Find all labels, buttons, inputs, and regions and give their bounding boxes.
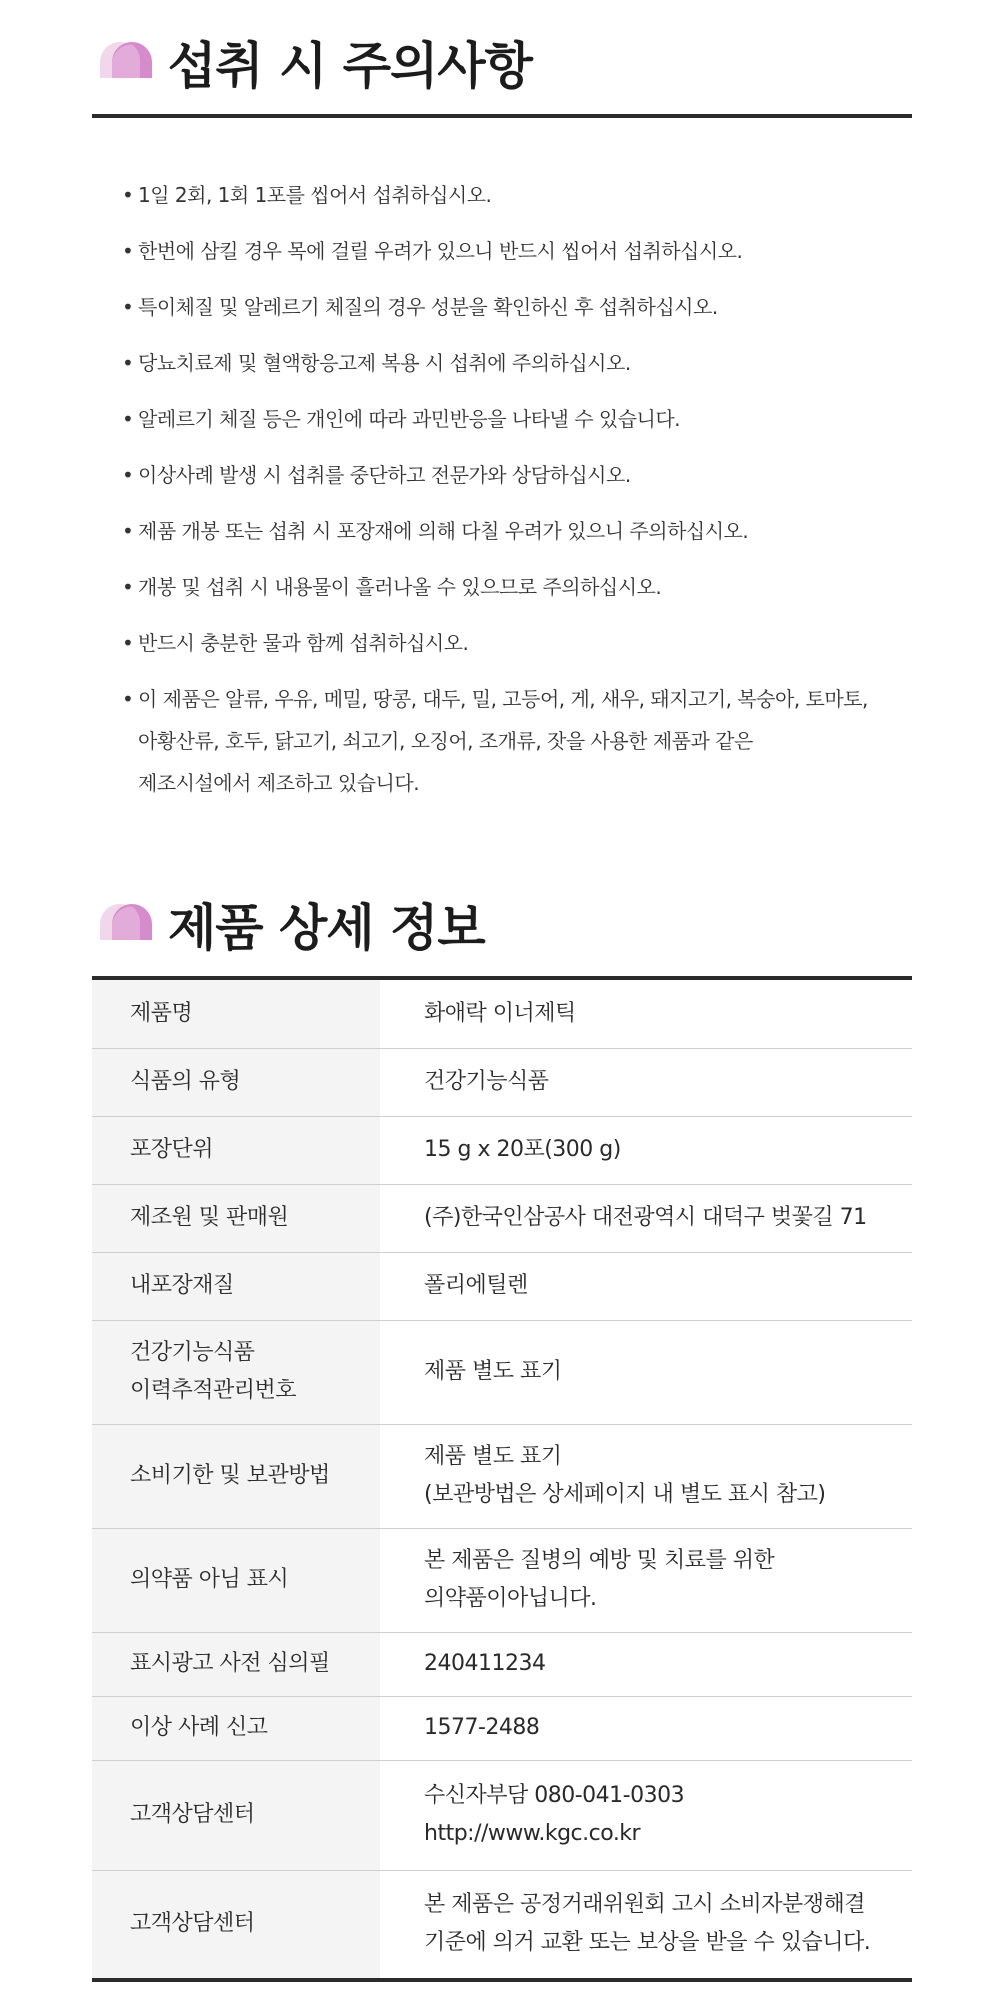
detail-title: 제품 상세 정보 bbox=[168, 899, 485, 957]
bullet-icon: • bbox=[122, 183, 134, 207]
caution-text: 이상사례 발생 시 섭취를 중단하고 전문가와 상담하십시오. bbox=[138, 463, 631, 487]
detail-row bbox=[92, 980, 912, 1048]
bullet-icon: • bbox=[122, 575, 134, 599]
detail-value: 건강기능식품 bbox=[380, 1048, 912, 1116]
detail-key: 고객상담센터 bbox=[92, 1870, 380, 1980]
caution-item bbox=[122, 342, 912, 384]
detail-key: 고객상담센터 bbox=[92, 1760, 380, 1870]
detail-key: 식품의 유형 bbox=[92, 1048, 380, 1116]
caution-text: 1일 2회, 1회 1포를 씹어서 섭취하십시오. bbox=[138, 183, 492, 207]
section-marker-icon bbox=[98, 902, 154, 940]
caution-item bbox=[122, 286, 912, 328]
caution-item bbox=[122, 398, 912, 440]
product-detail-table bbox=[92, 980, 912, 1982]
detail-key: 소비기한 및 보관방법 bbox=[92, 1424, 380, 1528]
caution-item bbox=[122, 678, 912, 804]
caution-text: 이 제품은 알류, 우유, 메밀, 땅콩, 대두, 밀, 고등어, 게, 새우, 돼지고기, 복숭아, 토마토, 아황산류, 호두, 닭고기, 쇠고기, 오징어, 조개류, 잣을 사용한 제품과 같은 제조시설에서 제조하고 있습니다. bbox=[138, 687, 868, 795]
detail-value: 15 g x 20포(300 g) bbox=[380, 1116, 912, 1184]
detail-key: 의약품 아님 표시 bbox=[92, 1528, 380, 1632]
bullet-icon: • bbox=[122, 463, 134, 487]
caution-list bbox=[122, 174, 912, 818]
detail-section-header bbox=[92, 862, 912, 980]
detail-key: 표시광고 사전 심의필 bbox=[92, 1632, 380, 1696]
detail-value: 제품 별도 표기 (보관방법은 상세페이지 내 별도 표시 참고) bbox=[380, 1424, 912, 1528]
detail-row bbox=[92, 1696, 912, 1760]
detail-row bbox=[92, 1632, 912, 1696]
caution-title: 섭취 시 주의사항 bbox=[168, 37, 532, 95]
bullet-icon: • bbox=[122, 407, 134, 431]
detail-row bbox=[92, 1048, 912, 1116]
caution-item bbox=[122, 174, 912, 216]
detail-key: 포장단위 bbox=[92, 1116, 380, 1184]
detail-value: (주)한국인삼공사 대전광역시 대덕구 벚꽃길 71 bbox=[380, 1184, 912, 1252]
detail-value: 화애락 이너제틱 bbox=[380, 980, 912, 1048]
bullet-icon: • bbox=[122, 687, 134, 711]
section-divider bbox=[92, 114, 912, 118]
bullet-icon: • bbox=[122, 351, 134, 375]
detail-value: 1577-2488 bbox=[380, 1696, 912, 1760]
detail-value: 240411234 bbox=[380, 1632, 912, 1696]
caution-item bbox=[122, 566, 912, 608]
bullet-icon: • bbox=[122, 631, 134, 655]
caution-text: 개봉 및 섭취 시 내용물이 흘러나올 수 있으므로 주의하십시오. bbox=[138, 575, 662, 599]
caution-text: 알레르기 체질 등은 개인에 따라 과민반응을 나타낼 수 있습니다. bbox=[138, 407, 681, 431]
caution-item bbox=[122, 230, 912, 272]
caution-section-header bbox=[92, 0, 912, 118]
caution-text: 반드시 충분한 물과 함께 섭취하십시오. bbox=[138, 631, 469, 655]
detail-row bbox=[92, 1424, 912, 1528]
detail-key: 제조원 및 판매원 bbox=[92, 1184, 380, 1252]
caution-text: 특이체질 및 알레르기 체질의 경우 성분을 확인하신 후 섭취하십시오. bbox=[138, 295, 718, 319]
bullet-icon: • bbox=[122, 239, 134, 263]
detail-key: 제품명 bbox=[92, 980, 380, 1048]
caution-item bbox=[122, 454, 912, 496]
detail-row bbox=[92, 1760, 912, 1870]
caution-item bbox=[122, 622, 912, 664]
caution-text: 한번에 삼킬 경우 목에 걸릴 우려가 있으니 반드시 씹어서 섭취하십시오. bbox=[138, 239, 743, 263]
detail-value: 제품 별도 표기 bbox=[380, 1320, 912, 1424]
caution-text: 제품 개봉 또는 섭취 시 포장재에 의해 다칠 우려가 있으니 주의하십시오. bbox=[138, 519, 749, 543]
detail-row bbox=[92, 1252, 912, 1320]
detail-row bbox=[92, 1184, 912, 1252]
detail-key: 건강기능식품 이력추적관리번호 bbox=[92, 1320, 380, 1424]
caution-item bbox=[122, 510, 912, 552]
bullet-icon: • bbox=[122, 295, 134, 319]
detail-row bbox=[92, 1528, 912, 1632]
section-marker-icon bbox=[98, 40, 154, 78]
detail-value: 본 제품은 공정거래위원회 고시 소비자분쟁해결 기준에 의거 교환 또는 보상을 받을 수 있습니다. bbox=[380, 1870, 912, 1980]
detail-value: 폴리에틸렌 bbox=[380, 1252, 912, 1320]
detail-key: 이상 사례 신고 bbox=[92, 1696, 380, 1760]
detail-value: 수신자부담 080-041-0303 http://www.kgc.co.kr bbox=[380, 1760, 912, 1870]
detail-key: 내포장재질 bbox=[92, 1252, 380, 1320]
detail-row bbox=[92, 1116, 912, 1184]
detail-row bbox=[92, 1320, 912, 1424]
bullet-icon: • bbox=[122, 519, 134, 543]
detail-row bbox=[92, 1870, 912, 1980]
detail-value: 본 제품은 질병의 예방 및 치료를 위한 의약품이아닙니다. bbox=[380, 1528, 912, 1632]
caution-text: 당뇨치료제 및 혈액항응고제 복용 시 섭취에 주의하십시오. bbox=[138, 351, 631, 375]
